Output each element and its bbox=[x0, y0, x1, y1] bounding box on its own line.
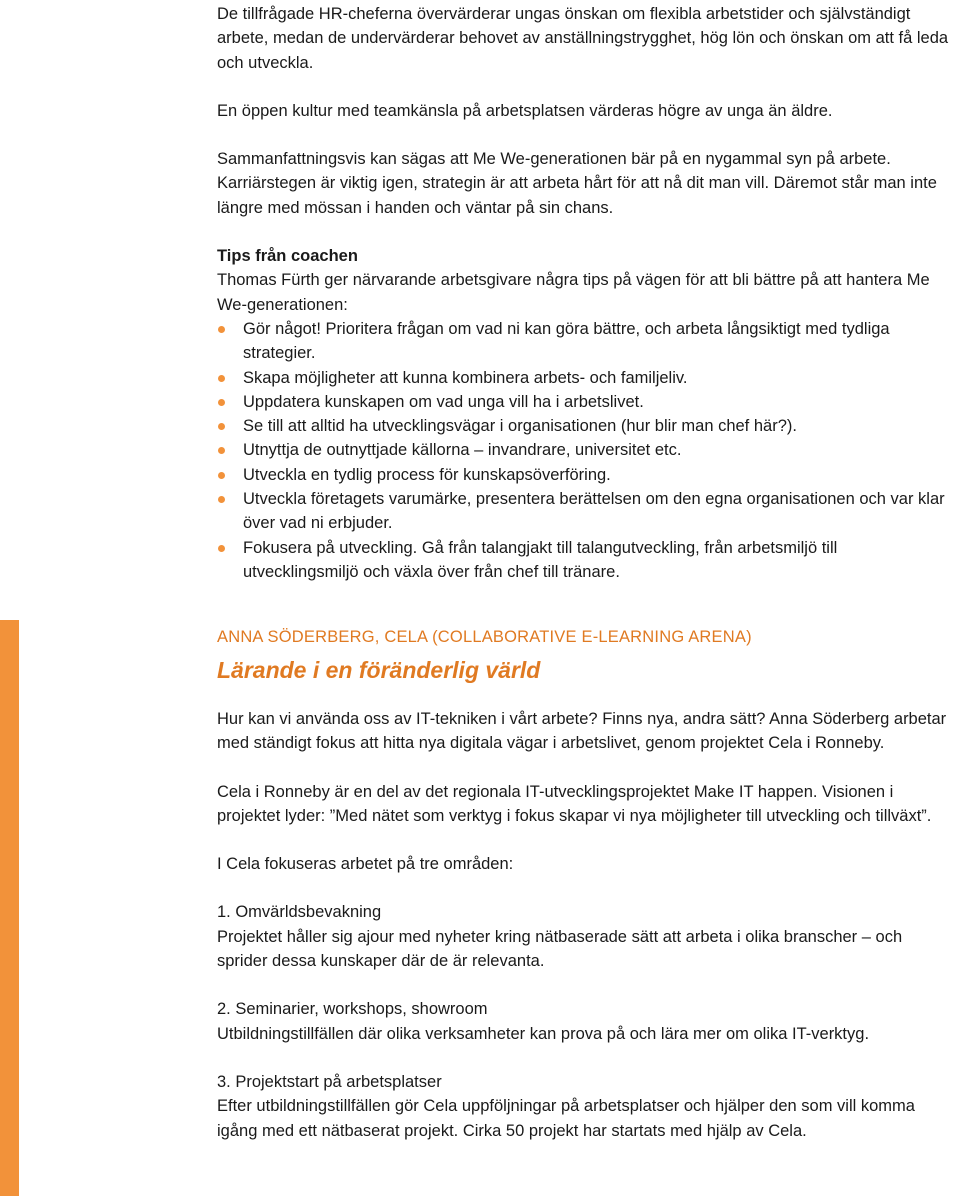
intro-paragraph-2: En öppen kultur med teamkänsla på arbetsplatsen värderas högre av unga än äldre. bbox=[217, 101, 833, 120]
orange-margin-bar bbox=[0, 620, 19, 1196]
bullet-icon bbox=[218, 472, 225, 479]
tips-item-text: Utveckla företagets varumärke, presentera berättelsen om den egna organisationen och var klar över vad ni erbjuder. bbox=[243, 490, 945, 533]
area-heading: 2. Seminarier, workshops, showroom bbox=[217, 1000, 488, 1019]
section-body bbox=[217, 707, 957, 1143]
tips-heading: Tips från coachen bbox=[217, 247, 358, 266]
section-paragraph-1: Hur kan vi använda oss av IT-tekniken i vårt arbete? Finns nya, andra sätt? Anna Söderberg arbetar med ständigt fokus att hitta nya digitala vägar i arbetslivet, genom projektet Cela i Ronneby. bbox=[217, 710, 947, 753]
tips-list bbox=[217, 317, 957, 584]
tips-item-text: Se till att alltid ha utvecklingsvägar i organisationen (hur blir man chef här?). bbox=[243, 417, 797, 436]
tips-list-item bbox=[217, 438, 957, 462]
tips-item-text: Uppdatera kunskapen om vad unga vill ha i arbetslivet. bbox=[243, 392, 644, 411]
bullet-icon bbox=[218, 545, 225, 552]
tips-list-item bbox=[217, 463, 957, 487]
section-title: Lärande i en föränderlig värld bbox=[217, 657, 541, 683]
intro-paragraph-1: De tillfrågade HR-cheferna övervärderar ungas önskan om flexibla arbetstider och självständigt arbete, medan de undervärderar behovet av anställningstrygghet, hög lön och önskan om att få leda och utveckla. bbox=[217, 5, 949, 72]
tips-item-text: Gör något! Prioritera frågan om vad ni kan göra bättre, och arbeta långsiktigt med tydliga strategier. bbox=[243, 319, 890, 363]
section-paragraph-2: Cela i Ronneby är en del av det regionala IT-utvecklingsprojektet Make IT happen. Visionen i projektet lyder: ”Med nätet som verktyg i fokus skapar vi nya möjligheter till utveckling och tillväxt”. bbox=[217, 782, 932, 825]
tips-list-item bbox=[217, 414, 957, 438]
bullet-icon bbox=[218, 375, 225, 382]
area-heading: 3. Projektstart på arbetsplatser bbox=[217, 1072, 442, 1091]
tips-item-text: Fokusera på utveckling. Gå från talangjakt till talangutveckling, från arbetsmiljö till utvecklingsmiljö och växla över från chef till tränare. bbox=[243, 538, 838, 581]
tips-list-item bbox=[217, 536, 957, 585]
tips-list-item bbox=[217, 487, 957, 536]
bullet-icon bbox=[218, 326, 225, 333]
tips-list-item bbox=[217, 317, 957, 366]
area-text: Utbildningstillfällen där olika verksamheter kan prova på och lära mer om olika IT-verktyg. bbox=[217, 1024, 870, 1043]
bullet-icon bbox=[218, 399, 225, 406]
tips-list-item bbox=[217, 366, 957, 390]
article-top bbox=[217, 0, 957, 584]
area-heading: 1. Omvärldsbevakning bbox=[217, 903, 382, 922]
area-text: Projektet håller sig ajour med nyheter kring nätbaserade sätt att arbeta i olika branscher – och sprider dessa kunskaper där de är relevanta. bbox=[217, 927, 903, 971]
section-paragraph-3: I Cela fokuseras arbetet på tre områden: bbox=[217, 855, 514, 874]
tips-item-text: Utveckla en tydlig process för kunskapsöverföring. bbox=[243, 465, 611, 484]
tips-item-text: Skapa möjligheter att kunna kombinera arbets- och familjeliv. bbox=[243, 368, 688, 387]
section-byline: ANNA SÖDERBERG, CELA (COLLABORATIVE E-LEARNING ARENA) bbox=[217, 628, 752, 646]
bullet-icon bbox=[218, 423, 225, 430]
tips-list-item bbox=[217, 390, 957, 414]
tips-intro: Thomas Fürth ger närvarande arbetsgivare några tips på vägen för att bli bättre på att hantera Me We-generationen: bbox=[217, 271, 930, 314]
intro-paragraph-3: Sammanfattningsvis kan sägas att Me We-generationen bär på en nygammal syn på arbete. Karriärstegen är viktig igen, strategin är att arbeta hårt för att nå dit man vill. Däremot står man inte längre med mössan i handen och väntar på sin chans. bbox=[217, 150, 937, 217]
bullet-icon bbox=[218, 496, 225, 503]
area-text: Efter utbildningstillfällen gör Cela uppföljningar på arbetsplatser och hjälper den som vill komma igång med ett nätbaserat projekt. Cirka 50 projekt har startats med hjälp av Cela. bbox=[217, 1097, 915, 1140]
bullet-icon bbox=[218, 447, 225, 454]
tips-item-text: Utnyttja de outnyttjade källorna – invandrare, universitet etc. bbox=[243, 441, 682, 460]
